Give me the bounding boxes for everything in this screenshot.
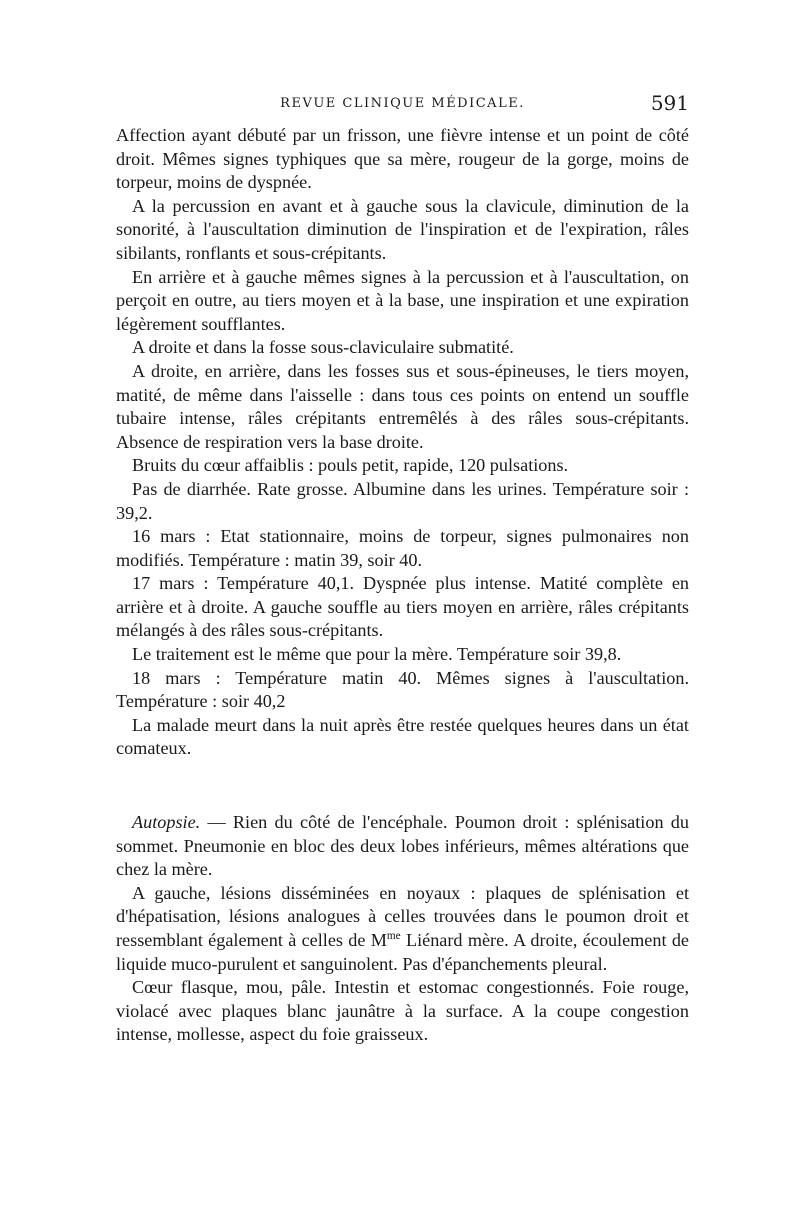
superscript: me: [386, 929, 401, 942]
paragraph: La malade meurt dans la nuit après être restée quelques heures dans un état comateux.: [116, 714, 689, 759]
paragraph: Affection ayant débuté par un frisson, une fièvre intense et un point de côté droit. Mêmes signes typhiques que sa mère, rougeur de la gorge, moins de torpeur, moins de dyspnée.: [116, 125, 689, 193]
autopsy-label: Autopsie.: [132, 812, 201, 833]
paragraph: A la percussion en avant et à gauche sous la clavicule, diminution de la sonorité, à l'auscultation diminution de l'inspiration et de l'expiration, râles sibilants, ronflants et sous-crépitants.: [116, 195, 689, 263]
paragraph-text: Liénard mère. A droite, écoulement de liquide muco-purulent et sanguinolent. Pas d'épanchements pleural.: [116, 930, 689, 974]
paragraph: Pas de diarrhée. Rate grosse. Albumine dans les urines. Température soir : 39,2.: [116, 478, 689, 523]
body-text: [116, 124, 689, 1047]
autopsy-paragraph: [116, 811, 689, 882]
paragraph: 18 mars : Température matin 40. Mêmes signes à l'auscultation. Température : soir 40,2: [116, 667, 689, 712]
running-title: REVUE CLINIQUE MÉDICALE.: [280, 96, 525, 111]
paragraph: A droite, en arrière, dans les fosses sus et sous-épineuses, le tiers moyen, matité, de même dans l'aisselle : dans tous ces points on entend un souffle tubaire intense, râles crépitants entremêlés à des râles sous-crépitants. Absence de respiration vers la base droite.: [116, 360, 689, 452]
autopsy-lead-text: — Rien du côté de l'encéphale. Poumon droit : splénisation du sommet. Pneumonie en bloc des deux lobes inférieurs, mêmes altérations que chez la mère.: [116, 812, 689, 880]
paragraph: [116, 882, 689, 976]
paragraph: 17 mars : Température 40,1. Dyspnée plus intense. Matité complète en arrière et à droite. A gauche souffle au tiers moyen en arrière, râles crépitants mélangés à des râles sous-crépitants.: [116, 573, 689, 641]
paragraph: A droite et dans la fosse sous-claviculaire submatité.: [132, 337, 514, 358]
paragraph: Bruits du cœur affaiblis : pouls petit, rapide, 120 pulsations.: [132, 455, 569, 476]
page-number: 591: [650, 91, 689, 115]
paragraph: Cœur flasque, mou, pâle. Intestin et estomac congestionnés. Foie rouge, violacé avec plaques blanc jaunâtre à la surface. A la coupe congestion intense, mollesse, aspect du foie graisseux.: [116, 977, 689, 1045]
paragraph-text: A gauche, lésions disséminées en noyaux : plaques de splénisation et d'hépatisation, lésions analogues à celles trouvées dans le poumon droit et ressemblant également à celles de M: [116, 882, 689, 950]
paragraph: Le traitement est le même que pour la mère. Température soir 39,8.: [132, 644, 622, 665]
paragraph: 16 mars : Etat stationnaire, moins de torpeur, signes pulmonaires non modifiés. Température : matin 39, soir 40.: [116, 526, 689, 570]
running-head: [116, 91, 689, 117]
paragraph: En arrière et à gauche mêmes signes à la percussion et à l'auscultation, on perçoit en outre, au tiers moyen et à la base, une inspiration et une expiration légèrement soufflantes.: [116, 266, 689, 334]
